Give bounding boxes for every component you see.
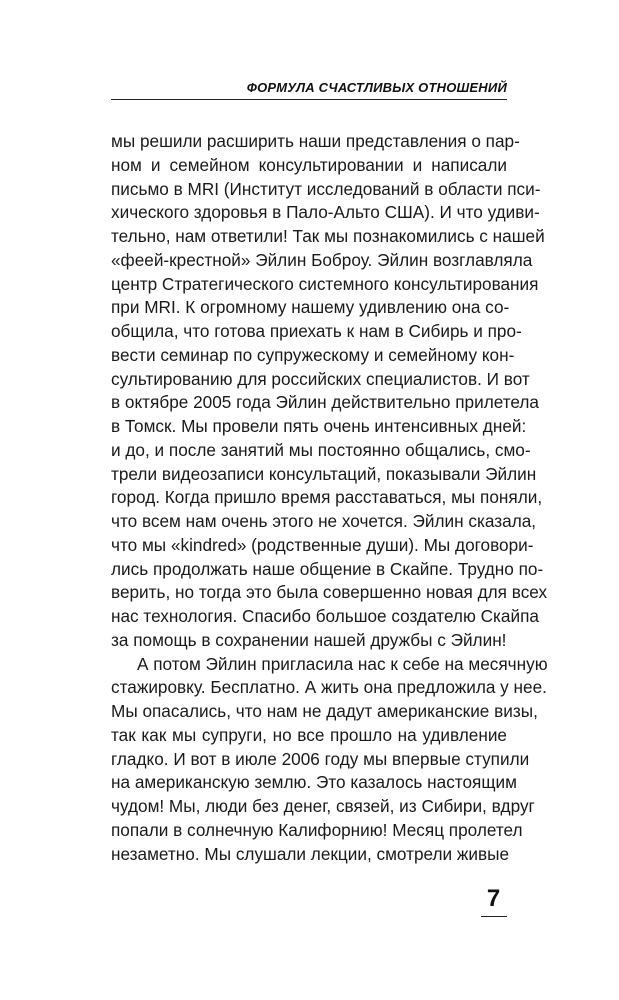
text-line: сультированию для российских специалистов. И вот	[111, 368, 530, 389]
text-line: попали в солнечную Калифорнию! Месяц пролетел	[111, 819, 523, 840]
running-head: ФОРМУЛА СЧАСТЛИВЫХ ОТНОШЕНИЙ	[246, 80, 507, 95]
text-line: и до, и после занятий мы постоянно общались, смо-	[111, 439, 531, 460]
text-line: в Томск. Мы провели пять очень интенсивных дней:	[111, 416, 527, 436]
text-line: «феей-крестной» Эйлин Боброу. Эйлин возглавляла	[111, 249, 533, 270]
text-line: Мы опасались, что нам не дадут американские визы,	[111, 701, 538, 721]
text-line: тельно, нам ответили! Так мы познакомились с нашей	[111, 226, 545, 246]
header-divider	[111, 99, 507, 100]
text-line: верить, но тогда это была совершенно новая для всех	[111, 582, 548, 603]
text-line: что всем нам очень этого не хочется. Эйлин сказала,	[111, 511, 537, 531]
text-line: письмо в MRI (Институт исследований в области пси-	[111, 178, 541, 199]
text-line: гладко. И вот в июле 2006 году мы впервые ступили	[111, 748, 530, 769]
page-number-underline	[481, 916, 507, 917]
text-line: город. Когда пришло время расставаться, мы поняли,	[111, 487, 543, 508]
text-line: за помощь в сохранении нашей дружбы с Эйлин!	[111, 629, 507, 650]
body-text	[111, 130, 548, 866]
text-line: вести семинар по супружескому и семейному кон-	[111, 344, 515, 365]
text-line: чудом! Мы, люди без денег, связей, из Сибири, вдруг	[111, 796, 535, 816]
text-line: при MRI. К огромному нашему удивлению она со-	[111, 297, 510, 318]
text-line: нас технология. Спасибо большое создателю Скайпа	[111, 606, 539, 626]
page-number: 7	[486, 885, 501, 912]
text-line: общила, что готова приехать к нам в Сибирь и про-	[111, 321, 522, 341]
text-line: незаметно. Мы слушали лекции, смотрели живые	[111, 843, 510, 864]
text-line: мы решили расширить наши представления о пар-	[111, 131, 520, 151]
text-line: в октябре 2005 года Эйлин действительно прилетела	[111, 392, 539, 413]
text-line: лись продолжать наше общение в Скайпе. Трудно по-	[111, 558, 544, 579]
text-line: А потом Эйлин пригласила нас к себе на месячную	[137, 653, 548, 674]
text-line: так как мы супруги, но все прошло на удивление	[111, 724, 507, 745]
text-line: стажировку. Бесплатно. А жить она предложила у нее.	[111, 677, 547, 698]
text-line: хического здоровья в Пало-Альто США). И что удиви-	[111, 202, 540, 223]
text-line: центр Стратегического системного консультирования	[111, 273, 539, 294]
text-line: ном и семейном консультировании и написали	[111, 154, 507, 175]
paragraph-2	[111, 653, 548, 867]
text-line: что мы «kindred» (родственные души). Мы договори-	[111, 534, 534, 555]
text-line: на американскую землю. Это казалось настоящим	[111, 772, 517, 793]
paragraph-1	[111, 130, 548, 653]
text-line: трели видеозаписи консультаций, показывали Эйлин	[111, 463, 537, 484]
